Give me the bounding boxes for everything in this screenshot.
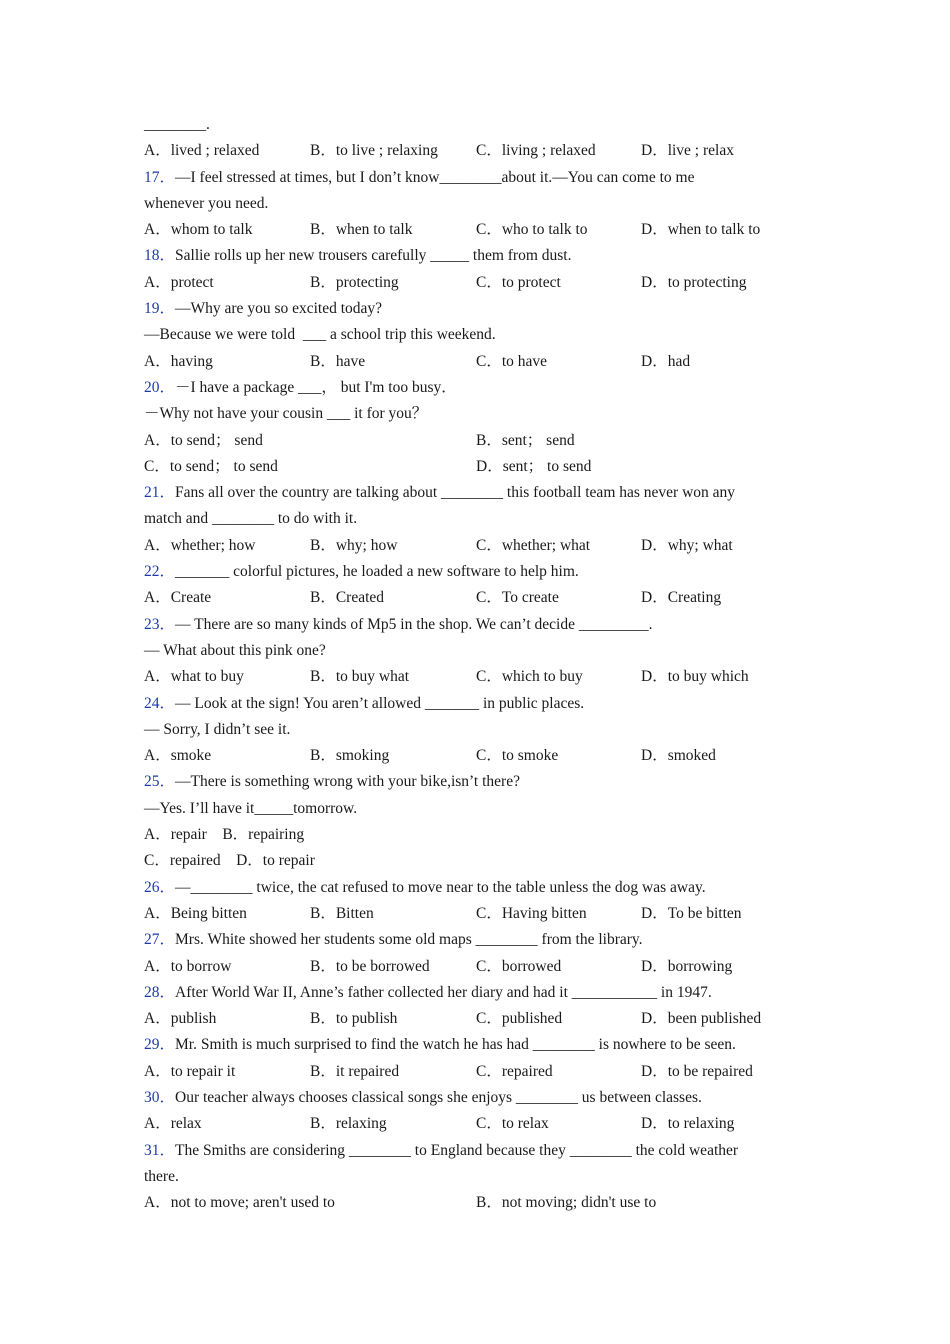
- question-block: [144, 296, 804, 375]
- question-number: 18．: [144, 247, 176, 265]
- option-b: B．not moving; didn't use to: [476, 1194, 657, 1212]
- option-d: D．been published: [641, 1010, 762, 1028]
- option-a: A．what to buy: [144, 668, 244, 686]
- question-stem: [144, 927, 804, 953]
- options-row: [144, 428, 804, 454]
- question-block: [144, 1085, 804, 1138]
- question-stem: [144, 691, 804, 717]
- question-text: —Because we were told ___ a school trip this weekend.: [144, 326, 496, 344]
- question-text: — There are so many kinds of Mp5 in the shop. We can’t decide _________.: [175, 615, 653, 633]
- option-d: D．To be bitten: [641, 904, 742, 922]
- question-stem: [144, 769, 804, 795]
- question-text: —There is something wrong with your bike,isn’t there?: [175, 773, 520, 791]
- question-text: －Why not have your cousin ___ it for you？: [144, 405, 428, 423]
- options-row: [144, 270, 804, 296]
- question-block: [144, 165, 804, 244]
- options-row: [144, 743, 804, 769]
- question-block: [144, 1032, 804, 1085]
- option-a: A．to repair it: [144, 1062, 236, 1080]
- question-text: Our teacher always chooses classical songs she enjoys ________ us between classes.: [175, 1088, 702, 1106]
- option-a: A．Being bitten: [144, 904, 247, 922]
- option-c: C．published: [476, 1010, 563, 1028]
- option-d: D．when to talk to: [641, 221, 761, 239]
- question-number: 19．: [144, 300, 176, 318]
- option-d: D．why; what: [641, 536, 733, 554]
- option-a: A．publish: [144, 1010, 217, 1028]
- option-c: C．who to talk to: [476, 221, 588, 239]
- option-b: B．it repaired: [310, 1062, 400, 1080]
- question-text: After World War II, Anne’s father collected her diary and had it ___________ in 1947.: [175, 983, 712, 1001]
- options-row: A．repair B．repairing: [144, 826, 305, 844]
- option-a: A．Create: [144, 589, 212, 607]
- option-b: B．to publish: [310, 1010, 398, 1028]
- option-a: A．to borrow: [144, 957, 232, 975]
- question-16-options: [144, 138, 804, 164]
- option-b: B．protecting: [310, 273, 399, 291]
- question-block: [144, 691, 804, 770]
- option-a: A．having: [144, 352, 213, 370]
- question-stem-continued: [144, 1164, 804, 1190]
- question-text: —Yes. I’ll have it_____tomorrow.: [144, 799, 358, 817]
- option-b: B．Created: [310, 589, 385, 607]
- question-stem-continued: [144, 191, 804, 217]
- question-text: The Smiths are considering ________ to England because they ________ the cold weather: [175, 1141, 739, 1159]
- question-text: —Why are you so excited today?: [175, 300, 383, 318]
- previous-question-fragment: ________.: [144, 116, 210, 133]
- options-row: [144, 1006, 804, 1032]
- option-a: A．whom to talk: [144, 221, 253, 239]
- option-c: C．to smoke: [476, 747, 559, 765]
- question-number: 28．: [144, 983, 176, 1001]
- option-a: A．whether; how: [144, 536, 256, 554]
- question-text: Mr. Smith is much surprised to find the watch he has had ________ is nowhere to be seen.: [175, 1036, 736, 1054]
- question-stem-continued: [144, 322, 804, 348]
- option-a: A．protect: [144, 273, 214, 291]
- option-c: C．to relax: [476, 1115, 549, 1133]
- option-c: C．living ; relaxed: [476, 142, 596, 160]
- option-d: D．borrowing: [641, 957, 733, 975]
- options-row: [144, 585, 804, 611]
- options-row: [144, 664, 804, 690]
- question-stem: [144, 559, 804, 585]
- question-block: [144, 480, 804, 559]
- question-block: [144, 559, 804, 612]
- option-b: B．sent； send: [476, 431, 575, 449]
- question-stem: [144, 1138, 804, 1164]
- options-row: [144, 349, 804, 375]
- question-block: [144, 1138, 804, 1217]
- question-block: [144, 980, 804, 1033]
- question-number: 26．: [144, 878, 176, 896]
- option-b: B．smoking: [310, 747, 390, 765]
- option-c: C．repaired: [476, 1062, 553, 1080]
- question-number: 23．: [144, 615, 176, 633]
- option-c: C．to have: [476, 352, 548, 370]
- question-text: — What about this pink one?: [144, 641, 326, 659]
- options-row: [144, 1111, 804, 1137]
- option-c: C．To create: [476, 589, 559, 607]
- option-a: A．to send； send: [144, 431, 263, 449]
- option-d: D．had: [641, 352, 691, 370]
- question-block: [144, 243, 804, 296]
- question-number: 21．: [144, 484, 176, 502]
- question-block: [144, 927, 804, 980]
- options-row: [144, 954, 804, 980]
- question-number: 17．: [144, 168, 176, 186]
- option-d: D．to buy which: [641, 668, 749, 686]
- option-d: D．live ; relax: [641, 142, 734, 160]
- question-number: 31．: [144, 1141, 176, 1159]
- options-row: C．repaired D．to repair: [144, 852, 315, 870]
- question-stem: [144, 375, 804, 401]
- option-b: B．to be borrowed: [310, 957, 430, 975]
- question-text: —I feel stressed at times, but I don’t know________about it.—You can come to me: [175, 168, 695, 186]
- question-text: Mrs. White showed her students some old maps ________ from the library.: [175, 931, 643, 949]
- question-stem: [144, 296, 804, 322]
- option-c: C．whether; what: [476, 536, 591, 554]
- option-d: D．Creating: [641, 589, 722, 607]
- option-a: A．smoke: [144, 747, 212, 765]
- question-text: there.: [144, 1167, 179, 1185]
- question-stem: [144, 980, 804, 1006]
- question-stem: [144, 1032, 804, 1058]
- option-b: B．Bitten: [310, 904, 374, 922]
- question-text: Sallie rolls up her new trousers carefully _____ them from dust.: [175, 247, 572, 265]
- option-b: B．why; how: [310, 536, 398, 554]
- option-b: B．have: [310, 352, 366, 370]
- question-number: 20．: [144, 378, 176, 396]
- question-stem: [144, 480, 804, 506]
- question-stem-continued: [144, 401, 804, 427]
- option-c: C．to protect: [476, 273, 561, 291]
- option-a: A．relax: [144, 1115, 202, 1133]
- question-block: [144, 875, 804, 928]
- option-b: B．relaxing: [310, 1115, 387, 1133]
- question-list: [144, 165, 804, 1217]
- question-stem-continued: [144, 717, 804, 743]
- question-text: _______ colorful pictures, he loaded a new software to help him.: [175, 563, 579, 581]
- option-b: B．to live ; relaxing: [310, 142, 438, 160]
- question-stem-continued: [144, 638, 804, 664]
- question-stem: [144, 165, 804, 191]
- option-d: D．to relaxing: [641, 1115, 735, 1133]
- option-d: D．to protecting: [641, 273, 747, 291]
- question-number: 29．: [144, 1036, 176, 1054]
- option-d: D．smoked: [641, 747, 716, 765]
- options-row: [144, 1190, 804, 1216]
- question-number: 24．: [144, 694, 176, 712]
- question-text: whenever you need.: [144, 194, 269, 212]
- question-stem-continued: [144, 506, 804, 532]
- question-text: — Sorry, I didn’t see it.: [144, 720, 291, 738]
- question-block: [144, 769, 804, 874]
- question-text: — Look at the sign! You aren’t allowed _______ in public places.: [175, 694, 585, 712]
- question-stem: [144, 612, 804, 638]
- question-block: [144, 612, 804, 691]
- option-b: B．when to talk: [310, 221, 413, 239]
- question-block: [144, 375, 804, 480]
- option-a: A．lived ; relaxed: [144, 142, 260, 160]
- options-row: [144, 901, 804, 927]
- option-d: D．sent； to send: [476, 457, 592, 475]
- option-b: B．to buy what: [310, 668, 410, 686]
- question-text: match and ________ to do with it.: [144, 510, 358, 528]
- question-number: 25．: [144, 773, 176, 791]
- option-c: C．which to buy: [476, 668, 583, 686]
- option-c: C．Having bitten: [476, 904, 587, 922]
- options-row: [144, 454, 804, 480]
- question-stem: [144, 243, 804, 269]
- options-row: [144, 1059, 804, 1085]
- options-row: [144, 217, 804, 243]
- option-c: C．borrowed: [476, 957, 562, 975]
- question-number: 22．: [144, 563, 176, 581]
- question-text: Fans all over the country are talking about ________ this football team has never won any: [175, 484, 736, 502]
- question-stem: [144, 875, 804, 901]
- options-row: [144, 533, 804, 559]
- option-a: A．not to move; aren't used to: [144, 1194, 335, 1212]
- question-text: －I have a package ___， but I'm too busy．: [175, 378, 457, 396]
- option-c: C．to send； to send: [144, 457, 278, 475]
- question-stem: [144, 1085, 804, 1111]
- option-d: D．to be repaired: [641, 1062, 753, 1080]
- question-number: 27．: [144, 931, 176, 949]
- worksheet-page: [144, 112, 804, 1216]
- question-number: 30．: [144, 1088, 176, 1106]
- question-stem-continued: [144, 796, 804, 822]
- question-text: —________ twice, the cat refused to move near to the table unless the dog was away.: [175, 878, 706, 896]
